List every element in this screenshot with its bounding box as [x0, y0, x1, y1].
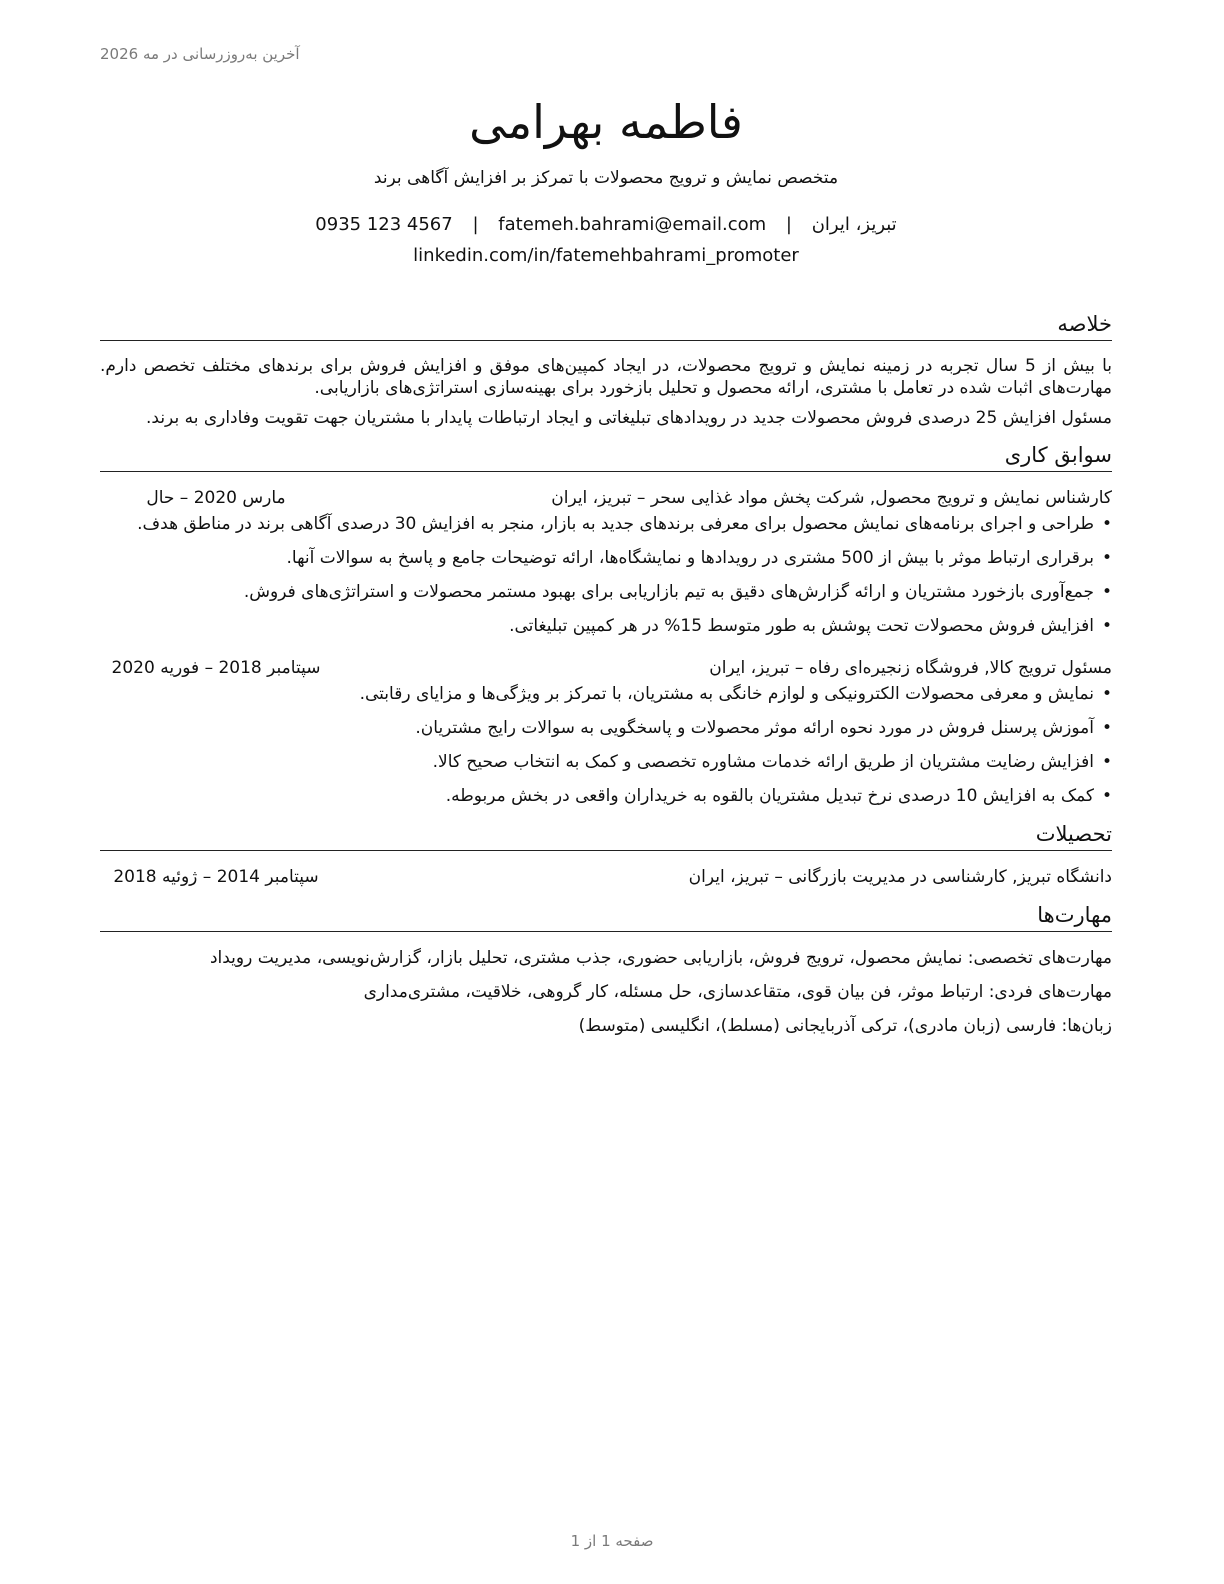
- contact-line: [100, 214, 1112, 235]
- job-entry: [100, 656, 1112, 808]
- job-bullet: • افزایش رضایت مشتریان از طریق ارائه خدمات مشاوره تخصصی و کمک به انتخاب صحیح کالا.: [100, 750, 1112, 774]
- job-dates: مارس 2020 – حال: [146, 488, 286, 508]
- contact-location: تبریز، ایران: [811, 214, 897, 235]
- section-title-summary: خلاصه: [100, 310, 1112, 341]
- job-bullet: • طراحی و اجرای برنامه‌های نمایش محصول برای معرفی برندهای جدید به بازار، منجر به افزایش 30 درصدی آگاهی برند در مناطق هدف.: [100, 512, 1112, 536]
- section-title-education: تحصیلات: [100, 820, 1112, 851]
- job-entry: [100, 486, 1112, 638]
- job-bullet: • نمایش و معرفی محصولات الکترونیکی و لوازم خانگی به مشتریان، با تمرکز بر ویژگی‌ها و مزایای رقابتی.: [100, 682, 1112, 706]
- resume-body: [100, 310, 1112, 1038]
- summary-paragraph: با بیش از 5 سال تجربه در زمینه نمایش و ترویج محصولات، در ایجاد کمپین‌های موفق و افزایش فروش برای برندهای مختلف تخصص دارم. مهارت‌های اثبات شده در تعامل با مشتری، ارائه محصول و تحلیل بازخورد برای بهینه‌سازی استراتژی‌های بازاریابی.: [100, 356, 1112, 398]
- experience-section: [100, 441, 1112, 808]
- education-dates: سپتامبر 2014 – ژوئیه 2018: [113, 867, 319, 887]
- job-header: [100, 656, 1112, 680]
- job-title: مسئول ترویج کالا, فروشگاه زنجیره‌ای رفاه – تبریز، ایران: [709, 658, 1112, 678]
- skill-line-professional: مهارت‌های تخصصی: نمایش محصول، ترویج فروش، بازاریابی حضوری، جذب مشتری، تحلیل بازار، گزارش‌نویسی، مدیریت رویداد: [209, 948, 1112, 968]
- section-title-skills: مهارت‌ها: [100, 901, 1112, 932]
- skill-line-personal: مهارت‌های فردی: ارتباط موثر، فن بیان قوی، متقاعدسازی، حل مسئله، کار گروهی، خلاقیت، مشتری‌مداری: [363, 982, 1112, 1002]
- skill-line-languages: زبان‌ها: فارسی (زبان مادری)، ترکی آذربایجانی (مسلط)، انگلیسی (متوسط): [578, 1016, 1112, 1036]
- job-bullet: • جمع‌آوری بازخورد مشتریان و ارائه گزارش‌های دقیق به تیم بازاریابی برای بهبود مستمر محصولات و استراتژی‌های فروش.: [100, 580, 1112, 604]
- resume-header: [100, 92, 1112, 266]
- contact-email[interactable]: fatemeh.bahrami@email.com: [498, 214, 767, 235]
- contact-separator: |: [472, 214, 479, 235]
- skills-list: [100, 946, 1112, 1038]
- education-entry: [100, 865, 1112, 889]
- summary-paragraph: مسئول افزایش 25 درصدی فروش محصولات جدید در رویدادهای تبلیغاتی و ایجاد ارتباطات پایدار با مشتریان جهت تقویت وفاداری به برند.: [146, 408, 1112, 428]
- job-bullet: • آموزش پرسنل فروش در مورد نحوه ارائه موثر محصولات و پاسخگویی به سوالات رایج مشتریان.: [100, 716, 1112, 740]
- education-degree: دانشگاه تبریز, کارشناسی در مدیریت بازرگانی – تبریز، ایران: [688, 867, 1112, 887]
- page-number: صفحه 1 از 1: [570, 1532, 654, 1550]
- job-bullet: • افزایش فروش محصولات تحت پوشش به طور متوسط 15% در هر کمپین تبلیغاتی.: [100, 614, 1112, 638]
- job-header: [100, 486, 1112, 510]
- job-bullets: [100, 682, 1112, 808]
- job-title: کارشناس نمایش و ترویج محصول, شرکت پخش مواد غذایی سحر – تبریز، ایران: [551, 488, 1112, 508]
- education-section: [100, 820, 1112, 889]
- job-dates: سپتامبر 2018 – فوریه 2020: [111, 658, 321, 678]
- summary-section: [100, 310, 1112, 429]
- contact-phone: 0935 123 4567: [315, 214, 453, 235]
- job-bullets: [100, 512, 1112, 638]
- last-updated-note: آخرین به‌روزرسانی در مه 2026: [100, 45, 300, 63]
- candidate-tagline: متخصص نمایش و ترویج محصولات با تمرکز بر افزایش آگاهی برند: [373, 168, 839, 188]
- candidate-name: فاطمه بهرامی: [469, 95, 743, 149]
- linkedin-link[interactable]: linkedin.com/in/fatemehbahrami_promoter: [413, 245, 799, 266]
- job-bullet: • برقراری ارتباط موثر با بیش از 500 مشتری در رویدادها و نمایشگاه‌ها، ارائه توضیحات جامع و پاسخ به سوالات آنها.: [100, 546, 1112, 570]
- section-title-experience: سوابق کاری: [100, 441, 1112, 472]
- job-bullet: • کمک به افزایش 10 درصدی نرخ تبدیل مشتریان بالقوه به خریداران واقعی در بخش مربوطه.: [100, 784, 1112, 808]
- skills-section: [100, 901, 1112, 1038]
- contact-separator: |: [785, 214, 792, 235]
